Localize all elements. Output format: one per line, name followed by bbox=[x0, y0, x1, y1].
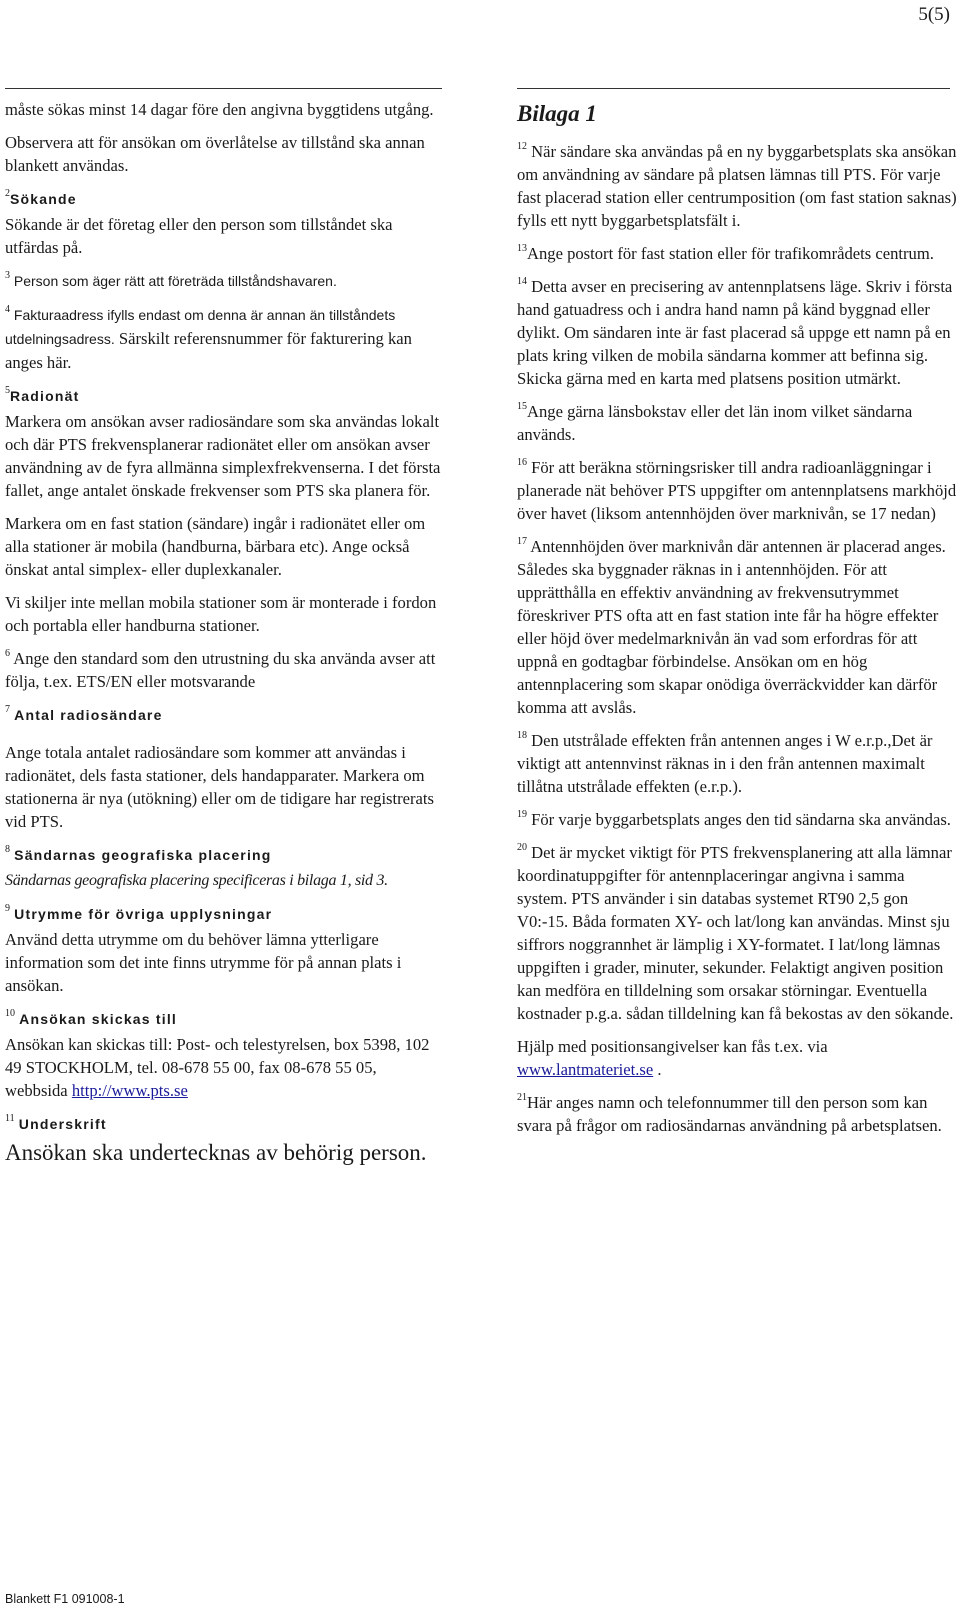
section-6-text: $^6$ Ange den standard som den utrustning du ska använda avser att följa, t.ex. ETS/EN eller motsvarande bbox=[5, 648, 436, 691]
note-13: $^{13}$Ange postort för fast station eller för trafikområdets centrum. bbox=[517, 243, 934, 263]
left-column bbox=[5, 98, 442, 1178]
section-5-text-a: Markera om ansökan avser radiosändare som ska användas lokalt och där PTS frekvensplanerar radionätet eller om ansökan avser användning av de fyra allmänna simplexfrekvenserna. I det första fallet, ange antalet önskade frekvenser som PTS ska planera för. bbox=[5, 412, 441, 500]
note-15: $^{15}$Ange gärna länsbokstav eller det län inom vilket sändarna används. bbox=[517, 401, 913, 444]
section-2-text: Sökande är det företag eller den person som tillståndet ska utfärdas på. bbox=[5, 215, 393, 257]
right-column bbox=[517, 100, 957, 1147]
transfer-note: Observera att för ansökan om överlåtelse av tillstånd ska annan blankett användas. bbox=[5, 133, 425, 175]
section-7-heading: $^7$ Antal radiosändare bbox=[5, 704, 163, 723]
section-8-heading: $^8$ Sändarnas geografiska placering bbox=[5, 844, 272, 863]
section-5-text-c: Vi skiljer inte mellan mobila stationer som är monterade i fordon och portabla eller handburna stationer. bbox=[5, 593, 437, 635]
form-footer: Blankett F1 091008-1 bbox=[5, 1592, 125, 1606]
section-11-heading: $^{11}$ Underskrift bbox=[5, 1113, 107, 1132]
section-9-heading: $^9$ Utrymme för övriga upplysningar bbox=[5, 903, 273, 922]
left-column-rule bbox=[5, 88, 442, 89]
section-10-heading: $^{10}$ Ansökan skickas till bbox=[5, 1008, 177, 1027]
appendix-title: Bilaga 1 bbox=[517, 101, 597, 126]
pts-website-link[interactable]: http://www.pts.se bbox=[71, 1081, 188, 1100]
note-14: $^{14}$ Detta avser en precisering av antennplatsens läge. Skriv i första hand gatuadress och i andra hand namn på känd byggnad eller dylikt. Om sändaren inte är fast placerad så uppge ett namn på en plats kring vilken de mobila sändarna kommer att befinna sig. Skicka gärna med en karta med platsens position utmärkt. bbox=[517, 276, 953, 388]
section-5-heading: $^5$Radionät bbox=[5, 385, 80, 404]
section-2-heading: $^2$Sökande bbox=[5, 188, 77, 207]
note-12: $^{12}$ När sändare ska användas på en ny byggarbetsplats ska ansökan om användning av sändare på platsen lämnas till PTS. För varje fast placerad station eller centrumposition (om fast station saknas) fylls ett nytt byggarbetsplatsfält i. bbox=[517, 141, 957, 230]
section-7-text: Ange totala antalet radiosändare som kommer att användas i radionätet, dels fasta stationer, dels handapparater. Markera om stationerna är nya (utökning) eller om de tidigare har registrerats vid PTS. bbox=[5, 743, 434, 831]
lantmateriet-link[interactable]: www.lantmateriet.se bbox=[517, 1060, 654, 1079]
help-note: Hjälp med positionsangivelser kan fås t.ex. via www.lantmateriet.se . bbox=[517, 1037, 828, 1079]
note-21: $^{21}$Här anges namn och telefonnummer till den person som kan svara på frågor om radiosändarnas användning på arbetsplatsen. bbox=[517, 1092, 942, 1135]
section-4-text: $^4$ Fakturaadress ifylls endast om denna är annan än tillståndets utdelningsadress. Särskilt referensnummer för fakturering kan anges här. bbox=[5, 304, 412, 372]
right-column-rule bbox=[517, 88, 950, 89]
page-number: 5(5) bbox=[918, 4, 950, 25]
note-18: $^{18}$ Den utstrålade effekten från antennen anges i W e.r.p.,Det är viktigt att antennvinst räknas in i den från antennen maximalt tillåtna utstrålade effekten (e.r.p.). bbox=[517, 730, 933, 796]
section-3-text: $^3$ Person som äger rätt att företräda tillståndshavaren. bbox=[5, 270, 337, 289]
note-17: $^{17}$ Antennhöjden över marknivån där antennen är placerad anges. Således ska byggnader räknas in i antennhöjden. För att upprätthålla en effektiv användning av frekvensutrymmet föreskriver PTS ofta att en fast station inte får ha högre effekter eller höjd över medelmarknivån än vad som erfordras för att uppnå en godtagbar förbindelse. Ansökan om en hög antennplacering som skapar onödiga överräckvidder kan därför komma att avslås. bbox=[517, 536, 946, 717]
section-10-text: Ansökan kan skickas till: Post- och telestyrelsen, box 5398, 102 49 STOCKHOLM, tel. 08-678 55 00, fax 08-678 55 05, webbsida http://www.pts.se bbox=[5, 1035, 430, 1100]
note-16: $^{16}$ För att beräkna störningsrisker till andra radioanläggningar i planerade nät behöver PTS uppgifter om antennplatsens markhöjd över havet (liksom antennhöjden över marknivån, se 17 nedan) bbox=[517, 457, 957, 523]
note-20: $^{20}$ Det är mycket viktigt för PTS frekvensplanering att alla lämnar koordinatuppgifter för antennplaceringar angivna i samma system. PTS använder i sin databas systemet RT90 2,5 gon V0:-15. Båda formaten XY- och lat/long kan användas. Minst sju siffrors noggrannhet är lämplig i XY-formatet. I lat/long lämnas uppgiften i grader, minuter, sekunder. Felaktigt angiven position kan medföra en tilldelning som orsakar störningar. Eventuella kostnader p.g.a. sådan tilldelning kan få bekostas av den sökande. bbox=[517, 842, 954, 1023]
intro-paragraph: måste sökas minst 14 dagar före den angivna byggtidens utgång. bbox=[5, 100, 434, 119]
section-5-text-b: Markera om en fast station (sändare) ingår i radionätet eller om alla stationer är mobila (handburna, bärbara etc). Ange också önskat antal simplex- eller duplexkanaler. bbox=[5, 514, 426, 579]
section-9-text: Använd detta utrymme om du behöver lämna ytterligare information som det inte finns utrymme för på annan plats i ansökan. bbox=[5, 930, 402, 995]
section-8-text: Sändarnas geografiska placering specificeras i bilaga 1, sid 3. bbox=[5, 872, 388, 889]
note-19: $^{19}$ För varje byggarbetsplats anges den tid sändarna ska användas. bbox=[517, 809, 951, 829]
section-11-text: Ansökan ska undertecknas av behörig person. bbox=[5, 1140, 427, 1165]
